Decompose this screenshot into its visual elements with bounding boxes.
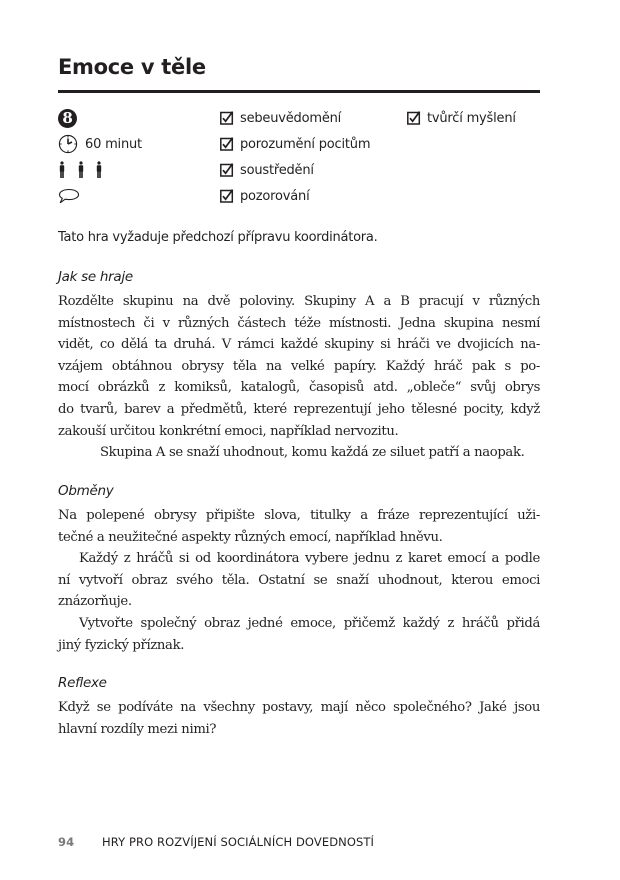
text-line: Rozdělte skupinu na dvě poloviny. Skupiny A a B pracují v různých bbox=[58, 294, 540, 309]
paragraph bbox=[58, 613, 540, 656]
text-line: vzájem obtáhnou obrysy těla na velké papíry. Každý hráč pak s po- bbox=[58, 358, 540, 374]
duration-label: 60 minut bbox=[85, 136, 142, 152]
reflection-body bbox=[58, 697, 540, 740]
text-line: Vytvořte společný obraz jedné emoce, přičemž každý z hráčů přidá bbox=[79, 615, 540, 631]
paragraph bbox=[58, 697, 540, 740]
discussion-row bbox=[58, 183, 142, 209]
activity-info-column bbox=[58, 105, 142, 209]
clock-icon bbox=[58, 134, 78, 154]
text-line: Na polepené obrysy připište slova, titulky a fráze reprezentující uži- bbox=[58, 508, 540, 523]
skill-label: sebeuvědomění bbox=[240, 110, 342, 126]
skills-column-2 bbox=[407, 105, 516, 131]
variations-body bbox=[58, 505, 540, 656]
speech-bubble-icon bbox=[58, 188, 80, 204]
page-footer bbox=[58, 833, 374, 851]
prerequisite-note: Tato hra vyžaduje předchozí přípravu koordinátora. bbox=[58, 230, 378, 245]
checked-checkbox-icon bbox=[220, 137, 234, 151]
skill-label: soustředění bbox=[240, 162, 314, 178]
skill-item bbox=[220, 183, 370, 209]
text-line: znázorňuje. bbox=[58, 594, 132, 610]
text-line: tečné a neužitečné aspekty různých emocí, například hněvu. bbox=[58, 529, 443, 545]
text-line: jiný fyzický příznak. bbox=[58, 637, 185, 653]
text-line: ní vytvoří obraz svého těla. Ostatní se snaží uhodnout, kterou emoci bbox=[58, 572, 540, 588]
section-heading-how-to-play: Jak se hraje bbox=[58, 269, 133, 285]
page-number: 94 bbox=[58, 835, 75, 849]
age-badge-row bbox=[58, 105, 142, 131]
text-line: hlavní rozdíly mezi nimi? bbox=[58, 721, 217, 737]
text-line: Když se podíváte na všechny postavy, mají něco společného? Jaké jsou bbox=[58, 700, 540, 715]
skill-label: pozorování bbox=[240, 188, 310, 204]
duration-row bbox=[58, 131, 142, 157]
skill-label: tvůrčí myšlení bbox=[427, 110, 516, 126]
checked-checkbox-icon bbox=[220, 163, 234, 177]
checked-checkbox-icon bbox=[407, 111, 421, 125]
skills-column-1 bbox=[220, 105, 370, 209]
skill-item bbox=[220, 131, 370, 157]
running-title: HRY PRO ROZVÍJENÍ SOCIÁLNÍCH DOVEDNOSTÍ bbox=[102, 835, 375, 849]
three-people-icon bbox=[58, 161, 118, 179]
skill-label: porozumění pocitům bbox=[240, 136, 371, 152]
how-to-play-body bbox=[58, 291, 540, 464]
text-line: vidět, co dělá ta druhá. V rámci každé skupiny si hráči ve dvojicích na- bbox=[58, 337, 540, 353]
activity-metadata bbox=[58, 105, 540, 209]
paragraph bbox=[58, 291, 540, 442]
paragraph bbox=[58, 548, 540, 613]
skill-item bbox=[407, 105, 516, 131]
text-line: Každý z hráčů si od koordinátora vybere jednu z karet emocí a podle bbox=[79, 551, 540, 567]
text-line: mocí obrázků z komiksů, katalogů, časopisů atd. „obleče“ svůj obrys bbox=[58, 380, 540, 396]
checked-checkbox-icon bbox=[220, 111, 234, 125]
text-line: Skupina A se snaží uhodnout, komu každá ze siluet patří a naopak. bbox=[100, 445, 525, 461]
number-8-badge-icon: 8 bbox=[58, 109, 77, 128]
page-title: Emoce v těle bbox=[58, 55, 206, 79]
skill-item bbox=[220, 105, 370, 131]
text-line: zakouší určitou konkrétní emoci, například nervozitu. bbox=[58, 423, 399, 439]
text-line: do tvarů, barev a předmětů, které reprezentují jeho tělesné pocity, když bbox=[58, 401, 540, 417]
section-heading-reflection: Reflexe bbox=[58, 675, 107, 691]
paragraph bbox=[58, 505, 540, 548]
skill-item bbox=[220, 157, 370, 183]
text-line: místnostech či v různých částech téže místnosti. Jedna skupina nesmí bbox=[58, 315, 540, 331]
group-size-row bbox=[58, 157, 142, 183]
checked-checkbox-icon bbox=[220, 189, 234, 203]
title-divider bbox=[58, 90, 540, 93]
section-heading-variations: Obměny bbox=[58, 483, 114, 499]
paragraph bbox=[58, 442, 540, 464]
